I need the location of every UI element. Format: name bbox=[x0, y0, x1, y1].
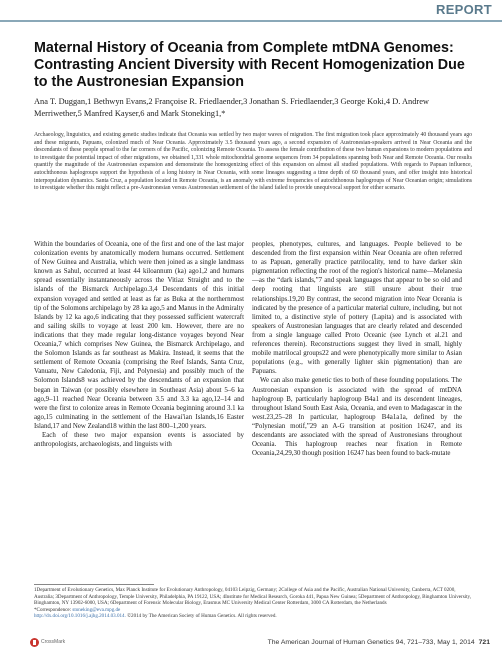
footnotes bbox=[34, 587, 474, 620]
paragraph: We can also make genetic ties to both of these founding populations. The Austronesian expansion is associated with the spread of mtDNA haplogroup B, particularly haplogroup B4a1 and its descendent lineages, throughout Island South East Asia, Oceania, and even to Madagascar in the west.23,25–28 In particular, haplogroup B4a1a1a, defined by the “Polynesian motif,”29 an A-G transition at position 16247, and its descendants are associated with the spread of Austronesians throughout Oceania. This haplogroup reaches near fixation in Remote Oceania,24,29,30 though position 16247 has been found to back-mutate bbox=[252, 377, 462, 458]
affiliations: 1Department of Evolutionary Genetics, Max Planck Institute for Evolutionary Anthropology, 04103 Leipzig, Germany; 2College of Asia and the Pacific, Australian National University, Canberra, ACT 0200, Australia; 3Department of Anthropology, Temple University, Philadelphia, PA 19122, USA; 4Institute for Medical Research, Goroka 441, Papua New Guinea; 5Department of Anthropology, Binghamton University, Binghamton, NY 13902-6000, USA; 6Department of Forensic Molecular Biology, Erasmus MC University Medical Center Rotterdam, 3000 CA Rotterdam, the Netherlands bbox=[34, 587, 472, 606]
article-title: Maternal History of Oceania from Complete mtDNA Genomes: Contrasting Ancient Diversity with Recent Homogenization Due to the Austronesian Expansion bbox=[34, 40, 465, 90]
header-rule bbox=[0, 20, 502, 22]
paragraph: Within the boundaries of Oceania, one of the first and one of the last major colonization events by anatomically modern humans occurred. Settlement of New Guinea and Australia, which were then joined as a single landmass known as Sahul, occurred at least 44 kiloannum (ka) ago1,2 and humans spread essentially instantaneously across the Vitiaz Straight and to the islands of the Bismarck Archipelago.3,4 Descendants of this initial expansion voyaged and settled at least as far as Buka at the northernmost tip of the Solomons archipelago by 28 ka ago,5 and Manus in the Admiralty Islands by 12 ka ago,6 indicating that they possessed sufficient watercraft and sailing skills to voyage at least 200 km. However, there are no indications that they made regular long-distance voyages beyond Near Oceania,7 which comprises New Guinea, the Bismarck Archipelago, and the Solomon Islands as far southeast as Makira. Instead, it seems that the settlement of Remote Oceania (comprising the Reef Islands, Santa Cruz, Vanuatu, New Caledonia, Fiji, and Polynesia) and possibly much of the Solomon Islands8 was achieved by the descendants of an expansion that began in Taiwan (or possibly elsewhere in Southeast Asia) about 5–6 ka ago,9–11 reached Near Oceania between 3.5 and 3.3 ka ago,12–14 and were the first to colonize areas in Remote Oceania beginning around 3.1 ka ago,15 culminating in the settlement of the Hawai'ian Islands,16 Easter Island,17 and New Zealand18 within the last 800–1,200 years. bbox=[34, 241, 244, 430]
crossmark-label: CrossMark bbox=[41, 639, 66, 645]
journal-footer bbox=[268, 639, 490, 646]
correspondence-email-link[interactable]: stoneking@eva.mpg.de bbox=[72, 606, 121, 613]
footnote-rule bbox=[34, 584, 154, 585]
body-column-left bbox=[34, 240, 244, 449]
paragraph: Each of these two major expansion events is associated by anthropologists, archaeologists, and linguists with bbox=[34, 431, 244, 449]
doi-link[interactable]: http://dx.doi.org/10.1016/j.ajhg.2014.03.014. bbox=[34, 613, 126, 619]
copyright: ©2014 by The American Society of Human Genetics. All rights reserved. bbox=[125, 613, 277, 619]
paragraph: peoples, phenotypes, cultures, and languages. People believed to be descended from the first expansion within Near Oceania are often referred to as Papuan, generally practice patrilocality, tend to have darker skin pigmentation reflecting the root of the region's historical name—Melanesia—as the “dark islands,”7 and speak languages that appear to be so old and deep rooting that linguists are still unsure about their true relationships.19,20 By contrast, the second migration into Near Oceania is indicated by the presence of a particular material culture, including, but not limited to, a distinctive style of pottery (Lapita) and is associated with speakers of Austronesian languages that are clearly related and descended from a single language called Proto Oceanic (see Lynch et al.21 and references therein). Reconstructions suggest they lived in small, highly mobile matrilocal groups22 and were phenotypically more similar to Asian populations (e.g., with generally lighter skin pigmentation) than are Papuans. bbox=[252, 241, 462, 376]
page-number: 721 bbox=[478, 639, 490, 646]
report-label: REPORT bbox=[436, 2, 492, 17]
crossmark-icon bbox=[30, 638, 39, 647]
abstract: Archaeology, linguistics, and existing genetic studies indicate that Oceania was settled by two major waves of migration. The first migration took place approximately 40 thousand years ago and these migrants, Papuans, colonized much of Near Oceania. Approximately 3.5 thousand years ago, a second expansion of Austronesian-speakers arrived in Near Oceania and the descendants of these people spread to the far corners of the Pacific, colonizing Remote Oceania. To assess the female contribution of these two human expansions to modern populations and to investigate the potential impact of other migrations, we obtained 1,331 whole mitochondrial genome sequences from 34 populations spanning both Near and Remote Oceania. Our results quantify the magnitude of the Austronesian expansion and demonstrate the homogenizing effect of this expansion on almost all studied populations. With regards to Papuan influence, autochthonous haplogroups support the hypothesis of a long history in Near Oceania, with some lineages suggesting a time depth of 60 thousand years, and offer insight into historical interpopulation dynamics. Santa Cruz, a population located in Remote Oceania, is an anomaly with extreme frequencies of autochthonous haplogroups of Near Oceanian origin; simulations to investigate whether this might reflect a pre-Austronesian versus Austronesian settlement of the island failed to provide unequivocal support for either scenario. bbox=[34, 132, 472, 192]
author-list: Ana T. Duggan,1 Bethwyn Evans,2 Françoise R. Friedlaender,3 Jonathan S. Friedlaender,3 George Koki,4 D. Andrew Merriwether,5 Manfred Kayser,6 and Mark Stoneking1,* bbox=[34, 97, 429, 118]
body-column-right bbox=[252, 240, 462, 458]
journal-citation: The American Journal of Human Genetics 94, 721–733, May 1, 2014 bbox=[267, 639, 475, 646]
correspondence-label: *Correspondence: bbox=[34, 606, 73, 613]
crossmark-badge[interactable] bbox=[30, 636, 68, 648]
